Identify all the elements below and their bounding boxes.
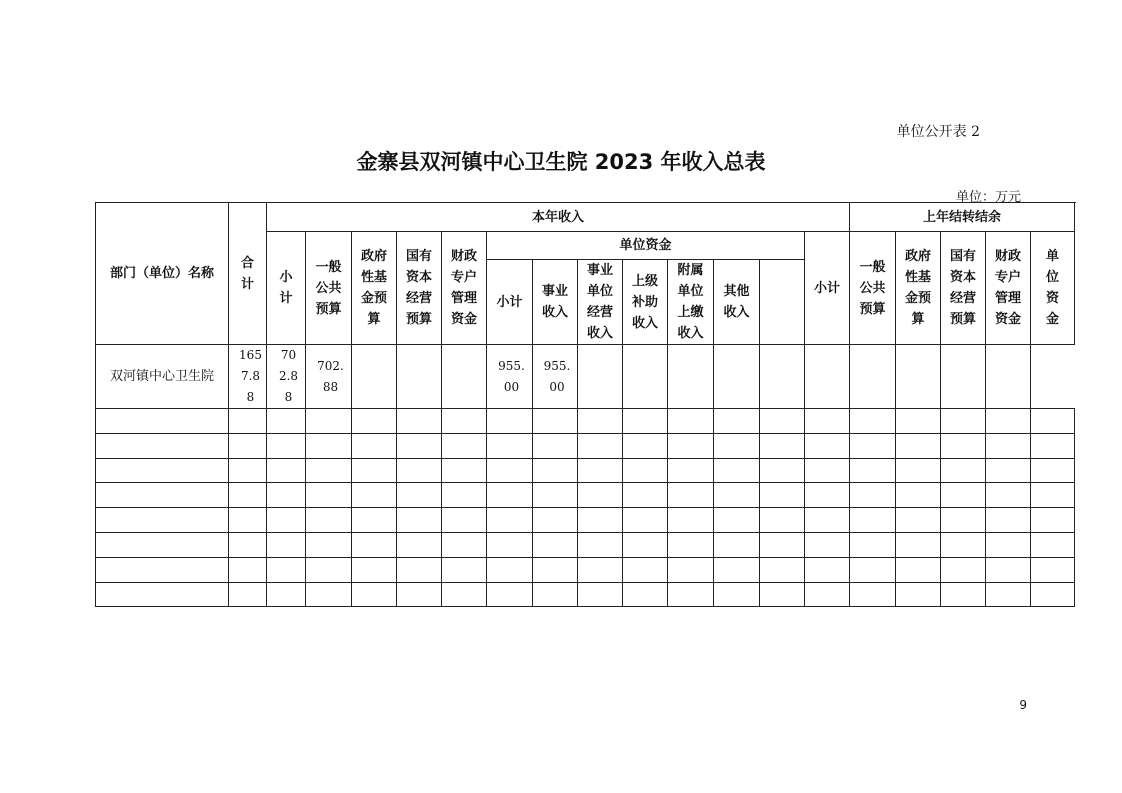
page-number: 9 xyxy=(1019,698,1027,712)
unit-label: 单位：万元 xyxy=(955,190,1021,205)
empty-cell xyxy=(267,557,306,582)
empty-cell xyxy=(306,582,352,607)
header-py-subtotal: 小计 xyxy=(805,232,850,345)
empty-cell xyxy=(714,458,760,483)
empty-cell xyxy=(267,582,306,607)
empty-cell xyxy=(623,409,668,434)
empty-cell xyxy=(896,508,941,533)
header-general-budget: 一般公共预算 xyxy=(306,232,352,345)
header-affiliated-income: 附属单位上缴收入 xyxy=(668,260,714,345)
empty-cell xyxy=(578,483,623,508)
empty-cell xyxy=(533,557,578,582)
empty-cell xyxy=(1031,532,1075,557)
empty-table-row xyxy=(96,458,1075,483)
row-fiscal-special xyxy=(442,345,487,409)
empty-cell xyxy=(896,557,941,582)
empty-cell xyxy=(1031,483,1075,508)
empty-cell xyxy=(941,483,986,508)
empty-cell xyxy=(1031,458,1075,483)
empty-cell xyxy=(96,508,229,533)
empty-cell xyxy=(1031,557,1075,582)
empty-cell xyxy=(533,433,578,458)
empty-cell xyxy=(442,582,487,607)
empty-table-row xyxy=(96,483,1075,508)
empty-cell xyxy=(267,508,306,533)
table-row xyxy=(96,345,1075,409)
page-title: 金寨县双河镇中心卫生院 2023 年收入总表 xyxy=(356,150,766,174)
empty-cell xyxy=(306,557,352,582)
header-py-gov-fund-budget: 政府性基金预算 xyxy=(896,232,941,345)
row-py-general-budget xyxy=(805,345,850,409)
empty-cell xyxy=(986,458,1031,483)
empty-cell xyxy=(487,582,533,607)
empty-cell xyxy=(397,483,442,508)
empty-cell xyxy=(850,532,896,557)
empty-cell xyxy=(96,532,229,557)
empty-cell xyxy=(306,483,352,508)
header-current-year-income: 本年收入 xyxy=(267,203,850,232)
empty-cell xyxy=(623,508,668,533)
empty-cell xyxy=(487,409,533,434)
row-state-capital-budget xyxy=(397,345,442,409)
empty-cell xyxy=(668,557,714,582)
empty-cell xyxy=(397,557,442,582)
empty-cell xyxy=(986,409,1031,434)
empty-cell xyxy=(850,508,896,533)
header-py-state-capital-budget: 国有资本经营预算 xyxy=(941,232,986,345)
empty-cell xyxy=(442,532,487,557)
empty-cell xyxy=(306,532,352,557)
empty-cell xyxy=(805,508,850,533)
empty-cell xyxy=(850,409,896,434)
empty-cell xyxy=(805,582,850,607)
row-py-gov-fund-budget xyxy=(850,345,896,409)
empty-cell xyxy=(623,483,668,508)
empty-cell xyxy=(760,508,805,533)
empty-cell xyxy=(986,582,1031,607)
empty-cell xyxy=(397,409,442,434)
empty-cell xyxy=(623,557,668,582)
empty-table-row xyxy=(96,409,1075,434)
row-subtotal: 702.88 xyxy=(267,345,306,409)
empty-cell xyxy=(306,458,352,483)
empty-cell xyxy=(352,532,397,557)
header-business-income: 事业收入 xyxy=(533,260,578,345)
empty-table-row xyxy=(96,582,1075,607)
row-py-unit-funds xyxy=(986,345,1031,409)
empty-cell xyxy=(442,458,487,483)
empty-cell xyxy=(760,582,805,607)
empty-cell xyxy=(850,483,896,508)
empty-cell xyxy=(896,409,941,434)
empty-cell xyxy=(668,532,714,557)
empty-cell xyxy=(986,532,1031,557)
empty-cell xyxy=(229,582,267,607)
empty-cell xyxy=(1031,433,1075,458)
empty-cell xyxy=(668,433,714,458)
empty-cell xyxy=(623,458,668,483)
empty-cell xyxy=(306,433,352,458)
header-prior-year-carryover: 上年结转结余 xyxy=(850,203,1075,232)
empty-cell xyxy=(850,433,896,458)
income-summary-table xyxy=(95,202,1075,607)
empty-cell xyxy=(578,508,623,533)
empty-cell xyxy=(805,532,850,557)
empty-cell xyxy=(986,557,1031,582)
header-fiscal-special: 财政专户管理资金 xyxy=(442,232,487,345)
row-other-income xyxy=(714,345,760,409)
empty-cell xyxy=(760,532,805,557)
empty-cell xyxy=(760,483,805,508)
empty-cell xyxy=(714,433,760,458)
empty-cell xyxy=(229,433,267,458)
empty-cell xyxy=(229,557,267,582)
empty-cell xyxy=(805,433,850,458)
row-name: 双河镇中心卫生院 xyxy=(96,345,229,409)
empty-cell xyxy=(533,508,578,533)
empty-cell xyxy=(96,409,229,434)
empty-cell xyxy=(96,557,229,582)
empty-cell xyxy=(896,582,941,607)
empty-cell xyxy=(850,458,896,483)
empty-cell xyxy=(896,433,941,458)
empty-cell xyxy=(267,532,306,557)
empty-cell xyxy=(442,557,487,582)
empty-cell xyxy=(986,508,1031,533)
header-other-income: 其他收入 xyxy=(714,260,760,345)
empty-cell xyxy=(229,409,267,434)
empty-cell xyxy=(229,508,267,533)
empty-cell xyxy=(896,458,941,483)
empty-cell xyxy=(533,483,578,508)
empty-cell xyxy=(352,483,397,508)
empty-cell xyxy=(229,483,267,508)
empty-cell xyxy=(714,508,760,533)
row-py-fiscal-special xyxy=(941,345,986,409)
empty-cell xyxy=(533,458,578,483)
empty-cell xyxy=(714,409,760,434)
empty-cell xyxy=(578,557,623,582)
header-py-fiscal-special: 财政专户管理资金 xyxy=(986,232,1031,345)
empty-cell xyxy=(986,433,1031,458)
empty-cell xyxy=(760,409,805,434)
empty-cell xyxy=(229,458,267,483)
row-affiliated-income xyxy=(668,345,714,409)
empty-table-row xyxy=(96,433,1075,458)
empty-cell xyxy=(941,557,986,582)
empty-cell xyxy=(267,409,306,434)
empty-cell xyxy=(805,409,850,434)
empty-cell xyxy=(986,483,1031,508)
empty-cell xyxy=(623,582,668,607)
empty-cell xyxy=(487,483,533,508)
empty-cell xyxy=(442,409,487,434)
empty-cell xyxy=(397,433,442,458)
header-state-capital-budget: 国有资本经营预算 xyxy=(397,232,442,345)
empty-cell xyxy=(668,508,714,533)
empty-cell xyxy=(850,582,896,607)
header-total: 合计 xyxy=(229,203,267,345)
row-superior-subsidy xyxy=(623,345,668,409)
empty-cell xyxy=(623,433,668,458)
empty-cell xyxy=(96,433,229,458)
empty-cell xyxy=(487,508,533,533)
empty-cell xyxy=(533,582,578,607)
empty-cell xyxy=(805,483,850,508)
empty-cell xyxy=(941,409,986,434)
empty-cell xyxy=(352,508,397,533)
empty-cell xyxy=(578,409,623,434)
empty-cell xyxy=(96,582,229,607)
empty-cell xyxy=(941,458,986,483)
empty-cell xyxy=(352,557,397,582)
empty-cell xyxy=(533,409,578,434)
empty-cell xyxy=(578,433,623,458)
empty-cell xyxy=(578,582,623,607)
row-business-income: 955.00 xyxy=(533,345,578,409)
empty-table-row xyxy=(96,532,1075,557)
empty-cell xyxy=(487,433,533,458)
header-dept-name: 部门（单位）名称 xyxy=(96,203,229,345)
empty-cell xyxy=(941,532,986,557)
header-py-general-budget: 一般公共预算 xyxy=(850,232,896,345)
form-code: 单位公开表 2 xyxy=(896,124,980,140)
empty-cell xyxy=(352,582,397,607)
empty-cell xyxy=(668,582,714,607)
empty-cell xyxy=(714,483,760,508)
row-total: 1657.88 xyxy=(229,345,267,409)
row-py-subtotal xyxy=(760,345,805,409)
empty-cell xyxy=(1031,409,1075,434)
empty-table-row xyxy=(96,557,1075,582)
empty-cell xyxy=(668,483,714,508)
empty-cell xyxy=(267,458,306,483)
empty-cell xyxy=(397,458,442,483)
header-uf-subtotal: 小计 xyxy=(487,260,533,345)
empty-cell xyxy=(850,557,896,582)
header-subtotal: 小计 xyxy=(267,232,306,345)
empty-cell xyxy=(306,508,352,533)
empty-cell xyxy=(896,483,941,508)
empty-cell xyxy=(352,409,397,434)
empty-cell xyxy=(397,582,442,607)
empty-cell xyxy=(442,508,487,533)
empty-cell xyxy=(397,532,442,557)
empty-cell xyxy=(267,483,306,508)
empty-cell xyxy=(397,508,442,533)
empty-cell xyxy=(941,433,986,458)
empty-cell xyxy=(623,532,668,557)
empty-cell xyxy=(352,458,397,483)
header-unit-funds: 单位资金 xyxy=(487,232,805,260)
empty-cell xyxy=(668,458,714,483)
header-gov-fund-budget: 政府性基金预算 xyxy=(352,232,397,345)
empty-cell xyxy=(941,508,986,533)
empty-cell xyxy=(578,458,623,483)
row-gov-fund-budget xyxy=(352,345,397,409)
empty-cell xyxy=(96,458,229,483)
row-uf-subtotal: 955.00 xyxy=(487,345,533,409)
empty-cell xyxy=(714,532,760,557)
empty-cell xyxy=(96,483,229,508)
empty-cell xyxy=(487,557,533,582)
empty-cell xyxy=(442,433,487,458)
empty-cell xyxy=(805,458,850,483)
empty-cell xyxy=(487,532,533,557)
header-business-operating-income: 事业单位经营收入 xyxy=(578,260,623,345)
empty-cell xyxy=(714,557,760,582)
empty-cell xyxy=(1031,582,1075,607)
row-general-budget: 702.88 xyxy=(306,345,352,409)
empty-cell xyxy=(578,532,623,557)
empty-cell xyxy=(714,582,760,607)
empty-cell xyxy=(533,532,578,557)
header-superior-subsidy: 上级补助收入 xyxy=(623,260,668,345)
empty-cell xyxy=(306,409,352,434)
empty-cell xyxy=(760,557,805,582)
empty-cell xyxy=(941,582,986,607)
row-py-state-capital-budget xyxy=(896,345,941,409)
empty-cell xyxy=(668,409,714,434)
empty-cell xyxy=(487,458,533,483)
empty-cell xyxy=(352,433,397,458)
empty-cell xyxy=(229,532,267,557)
empty-cell xyxy=(267,433,306,458)
empty-cell xyxy=(760,433,805,458)
empty-cell xyxy=(805,557,850,582)
empty-cell xyxy=(896,532,941,557)
empty-table-row xyxy=(96,508,1075,533)
header-py-unit-funds: 单位资金 xyxy=(1031,232,1075,345)
empty-cell xyxy=(760,458,805,483)
row-business-operating-income xyxy=(578,345,623,409)
empty-cell xyxy=(442,483,487,508)
empty-cell xyxy=(1031,508,1075,533)
